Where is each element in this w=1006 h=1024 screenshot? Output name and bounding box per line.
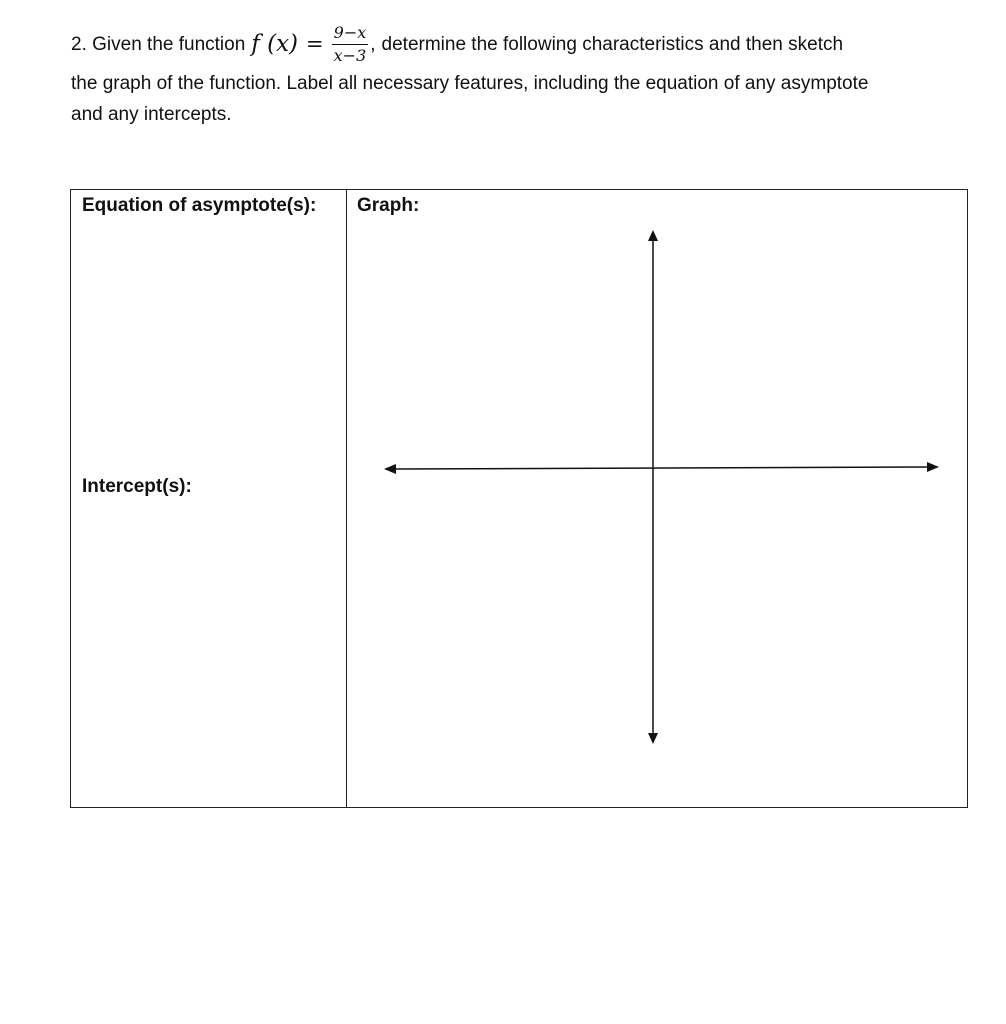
question-line-3: and any intercepts. (71, 104, 232, 125)
function-name: f (x) (251, 30, 299, 57)
fraction-denominator: x−3 (333, 45, 367, 65)
equals-sign: = (306, 31, 324, 56)
characteristics-column (71, 190, 347, 807)
question-line-1-rest: determine the following characteristics and then sketch (381, 33, 844, 55)
x-axis-left-arrow-icon (384, 464, 396, 474)
question-text (71, 18, 971, 130)
graph-column (347, 190, 967, 807)
graph-label: Graph: (357, 195, 420, 216)
question-line-2: the graph of the function. Label all necessary features, including the equation of any asymptote (71, 73, 869, 94)
x-axis-right-arrow-icon (927, 462, 939, 472)
x-axis (393, 467, 930, 469)
fraction-numerator: 9−x (332, 24, 369, 45)
coordinate-axes (347, 190, 967, 807)
asymptote-label: Equation of asymptote(s): (82, 195, 317, 216)
intercepts-label: Intercept(s): (82, 476, 192, 497)
y-axis-down-arrow-icon (648, 733, 658, 744)
answer-table (70, 189, 968, 808)
question-prefix: 2. Given the function (71, 33, 246, 55)
y-axis-up-arrow-icon (648, 230, 658, 241)
question-line-1 (71, 18, 971, 70)
function-fraction (332, 24, 369, 65)
fraction-comma: , (370, 33, 376, 55)
